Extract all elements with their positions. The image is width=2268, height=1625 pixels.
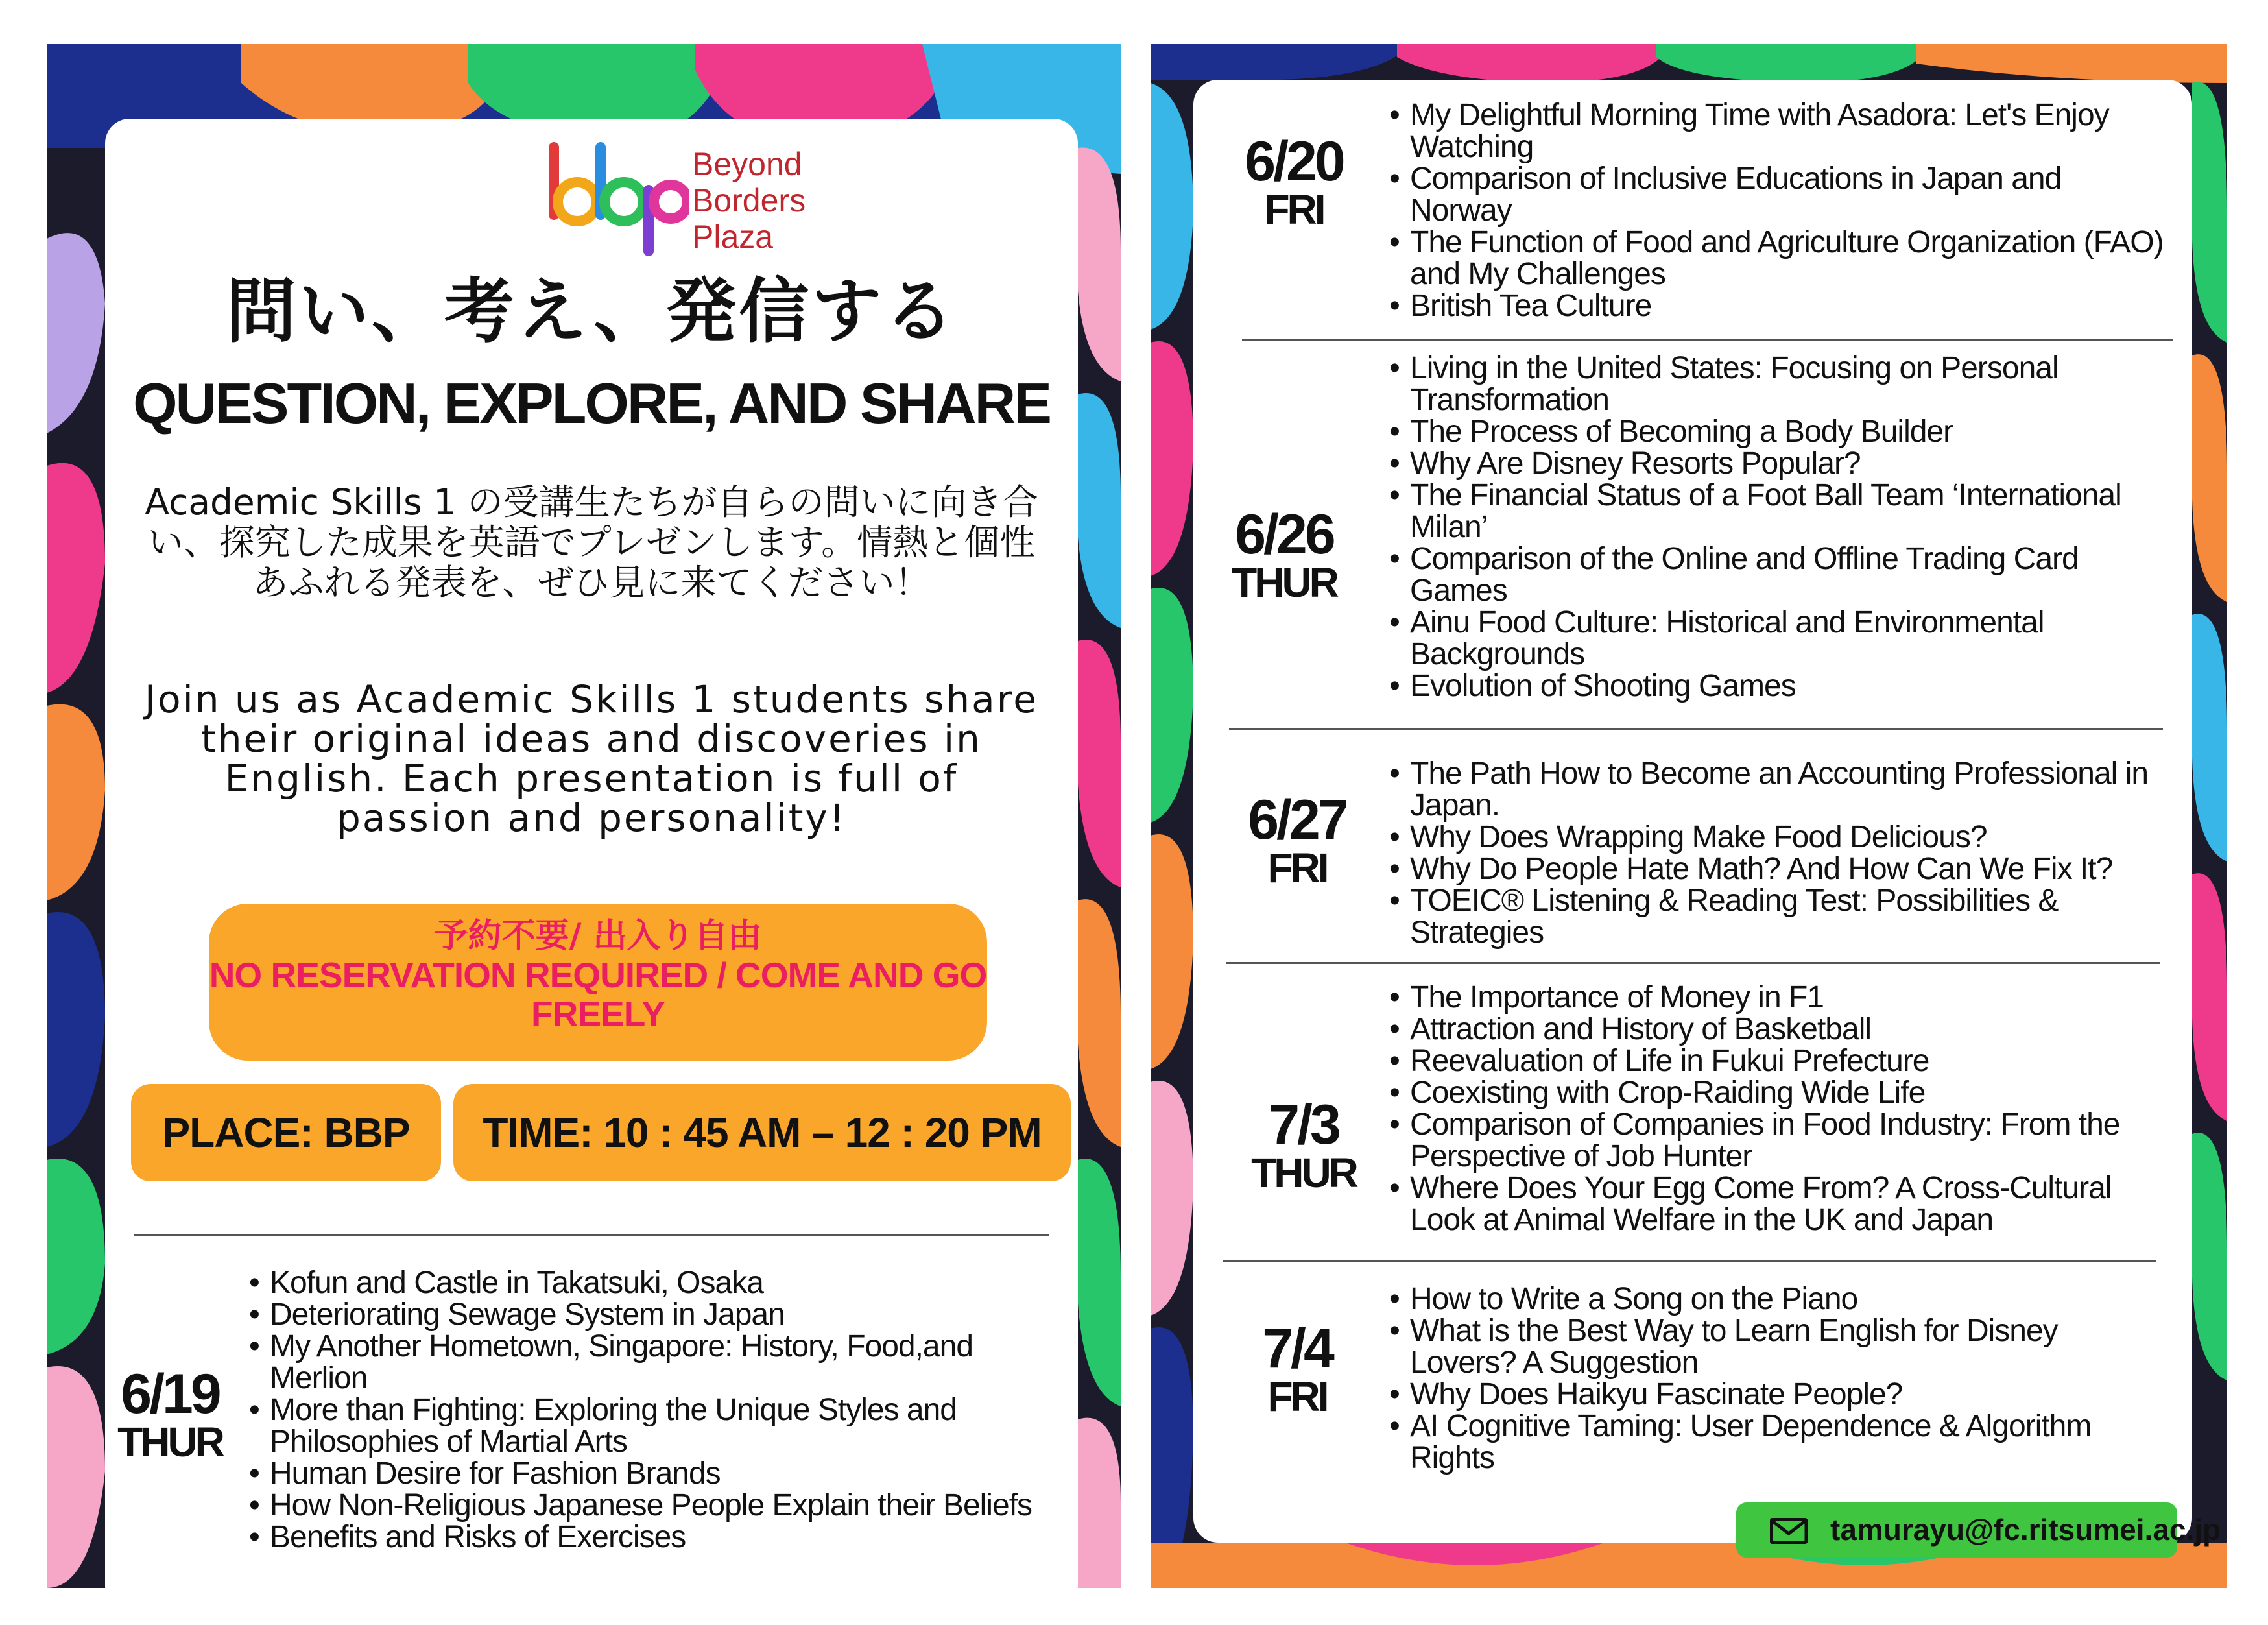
talk-item: • Why Are Disney Resorts Popular? — [1388, 448, 2166, 479]
talk-item: • How Non-Religious Japanese People Explain their Beliefs — [248, 1489, 1065, 1521]
left-content-card — [105, 119, 1078, 1588]
session-date-0619 — [112, 1363, 228, 1465]
divider — [134, 1234, 1049, 1236]
talk-item: • Why Do People Hate Math? And How Can We Fix It? — [1388, 853, 2166, 885]
talk-item: • Human Desire for Fashion Brands — [248, 1458, 1065, 1489]
session-date: 7/4 — [1262, 1318, 1332, 1380]
talk-item: • AI Cognitive Taming: User Dependence & Algorithm Rights — [1388, 1410, 2166, 1474]
talk-item: • Comparison of Companies in Food Industry: From the Perspective of Job Hunter — [1388, 1109, 2166, 1172]
talk-item: • The Importance of Money in F1 — [1388, 981, 2166, 1013]
place-badge: PLACE: BBP — [131, 1084, 441, 1181]
divider — [1242, 339, 2173, 341]
talk-item: • Ainu Food Culture: Historical and Environmental Backgrounds — [1388, 607, 2166, 670]
japanese-title: 問い、考え、発信する — [226, 271, 957, 352]
talk-item: • What is the Best Way to Learn English for Disney Lovers? A Suggestion — [1388, 1315, 2166, 1378]
talk-item: • Reevaluation of Life in Fukui Prefecture — [1388, 1045, 2166, 1077]
divider — [1223, 1260, 2156, 1262]
session-date: 6/27 — [1248, 789, 1346, 851]
logo-wordmark — [692, 146, 806, 255]
session-date: 6/19 — [121, 1363, 219, 1425]
session-date: 7/3 — [1269, 1094, 1339, 1156]
logo-line-plaza: Plaza — [692, 219, 774, 255]
english-description: Join us as Academic Skills 1 students share their original ideas and discoveries in English. Each presentation is full of passion and personality! — [145, 677, 1038, 840]
talk-list-0703 — [1388, 981, 2166, 1236]
talk-item: • Coexisting with Crop-Raiding Wide Life — [1388, 1077, 2166, 1109]
talk-item: • The Financial Status of a Foot Ball Team ‘International Milan’ — [1388, 479, 2166, 543]
session-date: 6/20 — [1245, 130, 1343, 193]
talk-item: • Why Does Wrapping Make Food Delicious? — [1388, 821, 2166, 853]
talk-item: • Comparison of the Online and Offline Trading Card Games — [1388, 543, 2166, 607]
talk-item: • My Delightful Morning Time with Asadora: Let's Enjoy Watching — [1388, 99, 2166, 163]
session-day: FRI — [1267, 1373, 1327, 1420]
right-content-card — [1193, 80, 2221, 1547]
talk-item: • How to Write a Song on the Piano — [1388, 1283, 2166, 1315]
talk-list-0704 — [1388, 1283, 2166, 1474]
session-day: FRI — [1267, 845, 1327, 891]
talk-item: • Attraction and History of Basketball — [1388, 1013, 2166, 1045]
left-flyer-page — [47, 44, 1121, 1588]
right-flyer-page — [1151, 44, 2227, 1588]
talk-list-0620 — [1388, 99, 2166, 322]
logo-line-borders: Borders — [692, 182, 806, 219]
talk-item: • Kofun and Castle in Takatsuki, Osaka — [248, 1267, 1065, 1299]
talk-item: • Where Does Your Egg Come From? A Cross-Cultural Look at Animal Welfare in the UK and Japan — [1388, 1172, 2166, 1236]
no-reservation-en: NO RESERVATION REQUIRED / COME AND GO FREELY — [209, 955, 987, 1034]
contact-email-badge[interactable] — [1736, 1502, 2221, 1558]
talk-item: • Benefits and Risks of Exercises — [248, 1521, 1065, 1553]
talk-item: • TOEIC® Listening & Reading Test: Possibilities & Strategies — [1388, 885, 2166, 948]
session-day: FRI — [1264, 186, 1324, 233]
talk-item: • Living in the United States: Focusing on Personal Transformation — [1388, 352, 2166, 416]
session-date: 6/26 — [1235, 503, 1333, 566]
english-title: QUESTION, EXPLORE, AND SHARE — [133, 371, 1050, 435]
bbp-logo — [546, 139, 883, 256]
talk-item: • My Another Hometown, Singapore: History, Food,and Merlion — [248, 1330, 1065, 1394]
talk-list-0619 — [248, 1267, 1065, 1553]
talk-list-0627 — [1388, 758, 2166, 948]
logo-line-beyond: Beyond — [692, 146, 802, 182]
time-badge: TIME: 10 : 45 AM – 12 : 20 PM — [453, 1084, 1071, 1181]
contact-email[interactable]: tamurayu@fc.ritsumei.ac.jp — [1830, 1513, 2221, 1547]
session-date-0703 — [1219, 1094, 1388, 1196]
no-reservation-banner — [209, 904, 987, 1061]
divider — [1226, 962, 2160, 964]
no-reservation-jp: 予約不要/ 出入り自由 — [434, 917, 762, 956]
session-day: THUR — [1232, 559, 1337, 606]
talk-item: • Comparison of Inclusive Educations in Japan and Norway — [1388, 163, 2166, 226]
session-day: THUR — [117, 1419, 222, 1465]
session-date-0627 — [1213, 789, 1381, 891]
talk-item: • The Function of Food and Agriculture Organization (FAO) and My Challenges — [1388, 226, 2166, 290]
session-date-0704 — [1213, 1318, 1381, 1420]
talk-list-0626 — [1388, 352, 2166, 702]
divider — [1229, 728, 2163, 730]
session-date-0626 — [1200, 503, 1368, 606]
envelope-icon — [1770, 1518, 1808, 1544]
session-date-0620 — [1210, 130, 1378, 233]
talk-item: • Why Does Haikyu Fascinate People? — [1388, 1378, 2166, 1410]
talk-item: • Evolution of Shooting Games — [1388, 670, 2166, 702]
talk-item: • The Process of Becoming a Body Builder — [1388, 416, 2166, 448]
talk-item: • British Tea Culture — [1388, 290, 2166, 322]
bbp-logo-mark — [546, 139, 689, 256]
talk-item: • The Path How to Become an Accounting Professional in Japan. — [1388, 758, 2166, 821]
talk-item: • More than Fighting: Exploring the Unique Styles and Philosophies of Martial Arts — [248, 1394, 1065, 1458]
japanese-description: Academic Skills 1 の受講生たちが自らの問いに向き合い、探究した成果を英語でプレゼンします。情熱と個性あふれる発表を、ぜひ見に来てください！ — [145, 481, 1038, 603]
talk-item: • Deteriorating Sewage System in Japan — [248, 1299, 1065, 1330]
session-day: THUR — [1251, 1150, 1356, 1196]
